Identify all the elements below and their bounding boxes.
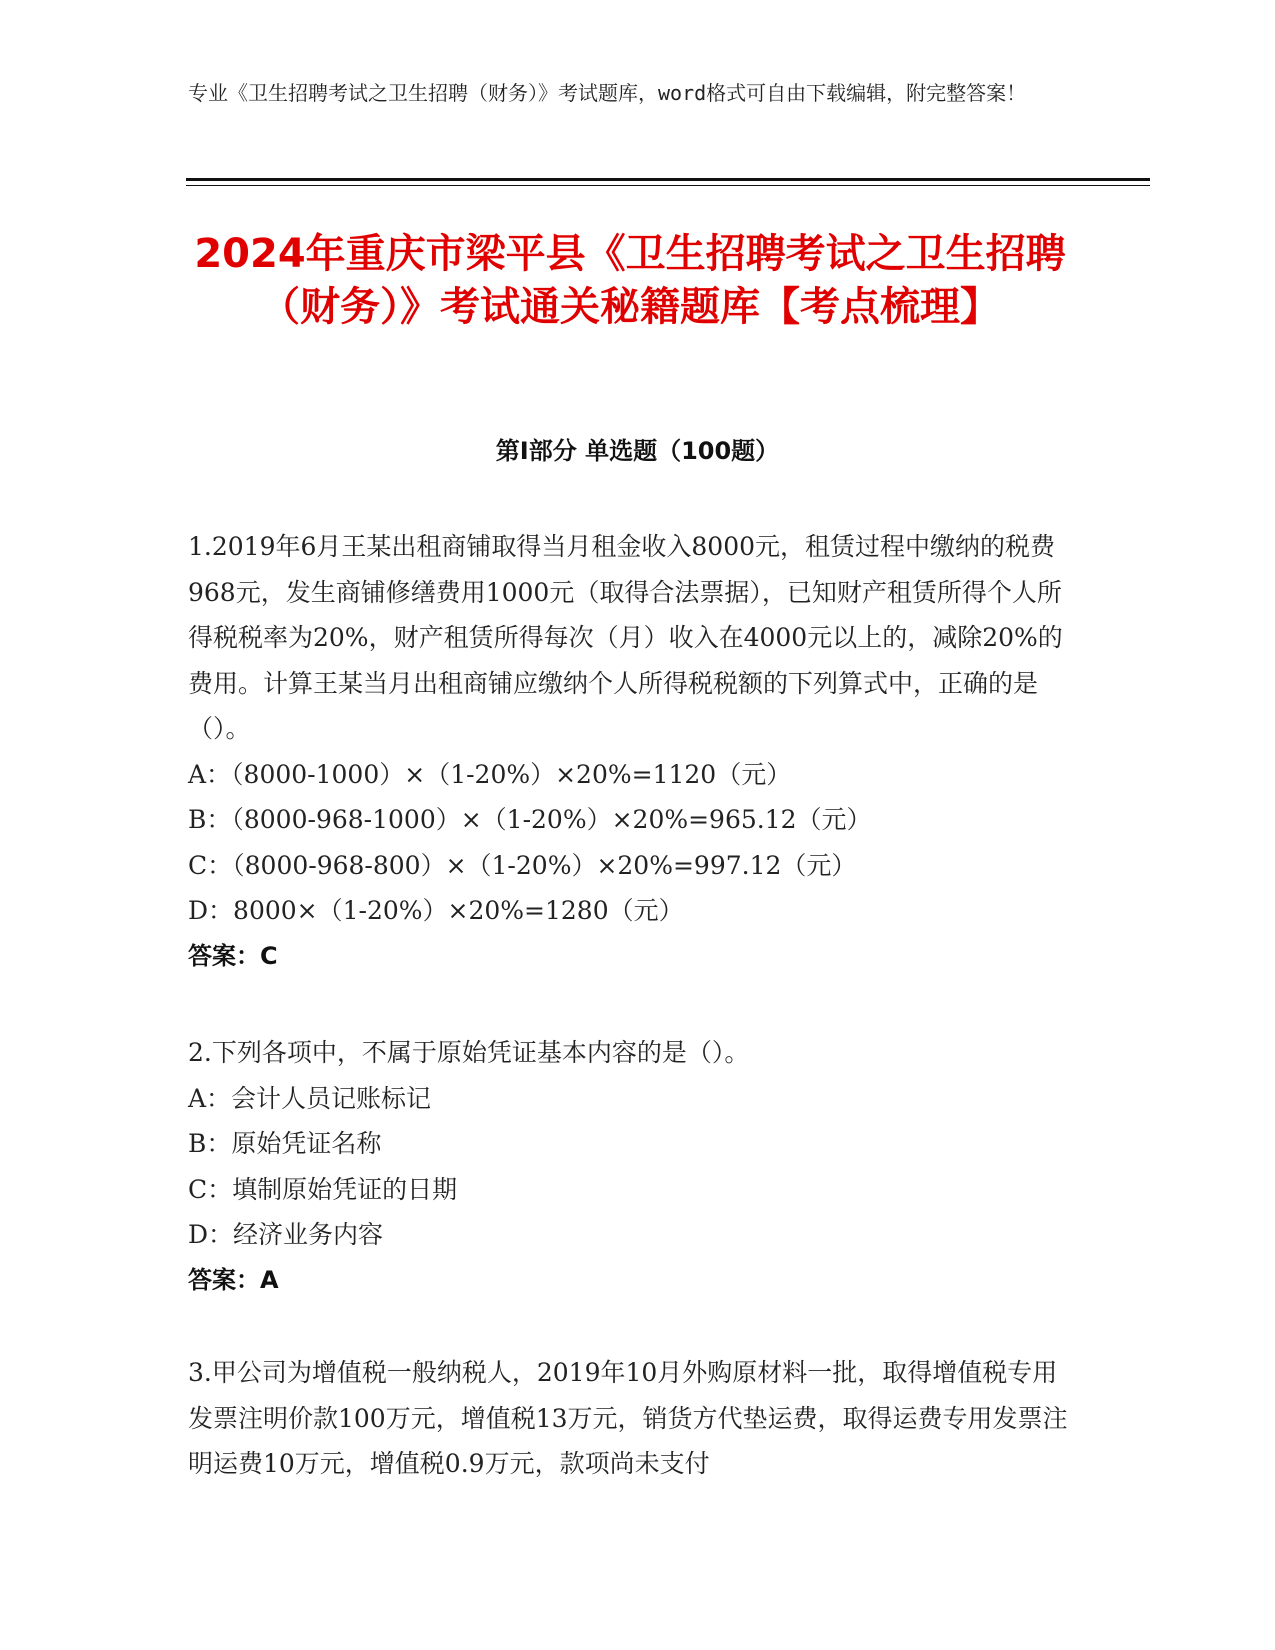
section-title: 第I部分 单选题（100题） <box>495 437 780 465</box>
question-stem: 3.甲公司为增值税一般纳税人，2019年10月外购原材料一批，取得增值税专用发票注明价款100万元，增值税13万元，销货方代垫运费，取得运费专用发票注明运费10万元，增值税0.9万元，款项尚未支付 <box>188 1358 1068 1478</box>
option-a: A：会计人员记账标记 <box>188 1083 432 1113</box>
option-b: B：原始凭证名称 <box>188 1129 382 1158</box>
option-d: D：经济业务内容 <box>188 1220 384 1249</box>
document-title: 2024年重庆市梁平县《卫生招聘考试之卫生招聘（财务）》考试通关秘籍题库【考点梳理】 <box>194 231 1066 330</box>
header-rule-thick <box>186 178 1150 181</box>
question-3 <box>188 1350 1078 1487</box>
option-d: D：8000×（1-20%）×20%=1280（元） <box>188 896 684 925</box>
option-a: A：（8000-1000）×（1-20%）×20%=1120（元） <box>188 759 792 789</box>
question-stem: 1.2019年6月王某出租商铺取得当月租金收入8000元，租赁过程中缴纳的税费968元，发生商铺修缮费用1000元（取得合法票据），已知财产租赁所得个人所得税税率为20%，财产租赁所得每次（月）收入在4000元以上的，减除20%的费用。计算王某当月出租商铺应缴纳个人所得税税额的下列算式中，正确的是（）。 <box>188 532 1063 743</box>
answer: 答案：A <box>188 1265 279 1294</box>
option-c: C：（8000-968-800）×（1-20%）×20%=997.12（元） <box>188 850 857 880</box>
option-c: C：填制原始凭证的日期 <box>188 1174 458 1204</box>
header-rule-thin <box>186 185 1150 186</box>
question-1 <box>188 524 1078 979</box>
answer: 答案：C <box>188 941 278 970</box>
header-note: 专业《卫生招聘考试之卫生招聘（财务）》考试题库，word格式可自由下载编辑，附完整答案！ <box>188 81 1027 105</box>
option-b: B：（8000-968-1000）×（1-20%）×20%=965.12（元） <box>188 805 872 834</box>
question-2 <box>188 1030 1078 1303</box>
question-stem: 2.下列各项中，不属于原始凭证基本内容的是（）。 <box>188 1038 750 1067</box>
